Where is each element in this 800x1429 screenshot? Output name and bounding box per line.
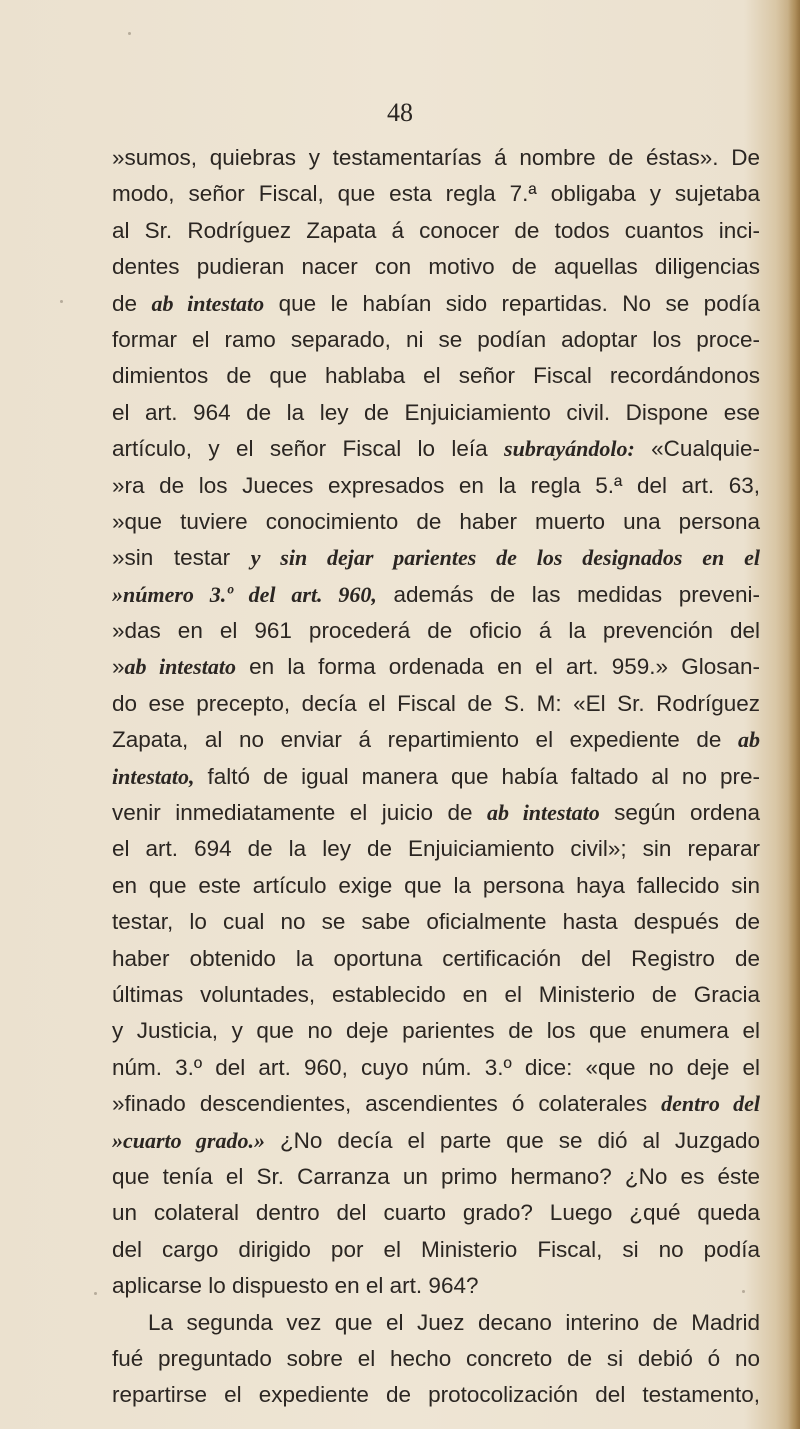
text-line (112, 1305, 760, 1341)
text-line (112, 176, 760, 212)
text-line (112, 649, 760, 685)
text-line (112, 213, 760, 249)
text-segment: fué preguntado sobre el hecho concreto de si debió ó no (112, 1345, 760, 1371)
italic-text: dentro del (661, 1091, 760, 1117)
text-line (112, 1341, 760, 1377)
paper-speck (128, 32, 131, 35)
text-segment: do ese precepto, decía el Fiscal de S. M: «El Sr. Rodríguez (112, 690, 760, 716)
italic-text: subrayándolo: (504, 436, 635, 462)
text-segment: Zapata, al no enviar á repartimiento el expediente de (112, 727, 738, 753)
text-line (112, 1050, 760, 1086)
text-segment: »que tuviere conocimiento de haber muerto una persona (112, 508, 760, 534)
text-line (112, 1268, 760, 1304)
text-segment: dimientos de que hablaba el señor Fiscal recordándonos (112, 363, 760, 389)
text-segment: formar el ramo separado, ni se podían adoptar los proce- (112, 326, 760, 352)
text-segment: artículo, y el señor Fiscal lo leía (112, 436, 505, 462)
text-segment: La segunda vez que el Juez decano interino de Madrid (148, 1309, 760, 1335)
paper-speck (742, 1290, 745, 1293)
text-line (112, 1123, 760, 1159)
text-line (112, 831, 760, 867)
text-line (112, 1159, 760, 1195)
text-segment: últimas voluntades, establecido en el Ministerio de Gracia (112, 981, 760, 1007)
text-segment: un colateral dentro del cuarto grado? Luego ¿qué queda (112, 1200, 760, 1226)
text-line (112, 686, 760, 722)
text-line (112, 540, 760, 576)
text-segment: haber obtenido la oportuna certificación del Registro de (112, 945, 760, 971)
text-line (112, 395, 760, 431)
text-segment: núm. 3.º del art. 960, cuyo núm. 3.º dice: «que no deje el (112, 1054, 760, 1080)
text-segment: »finado descendientes, ascendientes ó colaterales (112, 1091, 662, 1117)
italic-text: ab (738, 727, 760, 753)
text-line (112, 322, 760, 358)
text-segment: venir inmediatamente el juicio de (112, 800, 487, 826)
italic-text: ab intestato (124, 654, 236, 680)
text-segment: además de las medidas preveni- (376, 581, 760, 607)
text-segment: del cargo dirigido por el Ministerio Fiscal, si no podía (112, 1236, 760, 1262)
text-line (112, 1013, 760, 1049)
text-line (112, 722, 760, 758)
text-segment: » (112, 654, 125, 680)
text-line (112, 249, 760, 285)
text-line (112, 904, 760, 940)
text-segment: faltó de igual manera que había faltado al no pre- (194, 763, 760, 789)
italic-text: »número 3.º del art. 960, (112, 581, 377, 607)
text-line (112, 1377, 760, 1413)
text-segment: en que este artículo exige que la persona haya fallecido sin (112, 872, 760, 898)
paper-speck (94, 1292, 97, 1295)
page-edge-shadow (788, 0, 800, 1429)
text-segment: testar, lo cual no se sabe oficialmente hasta después de (112, 909, 760, 935)
text-line (112, 358, 760, 394)
paper-speck (60, 300, 63, 303)
text-segment: el art. 964 de la ley de Enjuiciamiento civil. Dispone ese (112, 399, 760, 425)
italic-text: ab intestato (151, 290, 265, 316)
text-line (112, 759, 760, 795)
text-line (112, 613, 760, 649)
text-segment: que le habían sido repartidas. No se podía (264, 290, 760, 316)
text-line (112, 504, 760, 540)
text-line (112, 1195, 760, 1231)
text-segment: de (112, 290, 152, 316)
text-segment: dentes pudieran nacer con motivo de aquellas diligencias (112, 254, 760, 280)
text-line (112, 1086, 760, 1122)
text-segment: aplicarse lo dispuesto en el art. 964? (112, 1273, 479, 1299)
italic-text: ab intestato (486, 800, 600, 826)
page-number: 48 (387, 98, 413, 127)
text-line (112, 577, 760, 613)
text-line (112, 868, 760, 904)
text-segment: al Sr. Rodríguez Zapata á conocer de todos cuantos inci- (112, 217, 760, 243)
italic-text: y sin dejar parientes de los designados en el (250, 545, 760, 571)
text-line (112, 468, 760, 504)
italic-text: »cuarto grado.» (112, 1127, 265, 1153)
text-segment: que tenía el Sr. Carranza un primo hermano? ¿No es éste (112, 1163, 760, 1189)
italic-text: intestato, (112, 763, 195, 789)
text-line (112, 977, 760, 1013)
text-segment: »das en el 961 procederá de oficio á la prevención del (112, 618, 760, 644)
text-line (112, 286, 760, 322)
text-segment: repartirse el expediente de protocolización del testamento, (112, 1382, 760, 1408)
text-segment: »ra de los Jueces expresados en la regla 5.ª del art. 63, (112, 472, 760, 498)
body-text (112, 140, 760, 1414)
text-segment: y Justicia, y que no deje parientes de los que enumera el (112, 1018, 760, 1044)
text-segment: «Cualquie- (634, 436, 760, 462)
text-line (112, 941, 760, 977)
text-segment: »sin testar (112, 545, 251, 571)
text-line (112, 431, 760, 467)
text-line (112, 1232, 760, 1268)
text-segment: »sumos, quiebras y testamentarías á nombre de éstas». De (112, 145, 760, 170)
text-line (112, 795, 760, 831)
text-segment: según ordena (599, 800, 761, 826)
text-segment: en la forma ordenada en el art. 959.» Glosan- (235, 654, 760, 680)
text-segment: ¿No decía el parte que se dió al Juzgado (264, 1127, 760, 1153)
text-line (112, 140, 760, 176)
text-segment: el art. 694 de la ley de Enjuiciamiento civil»; sin reparar (112, 836, 760, 862)
text-segment: modo, señor Fiscal, que esta regla 7.ª obligaba y sujetaba (112, 181, 760, 207)
